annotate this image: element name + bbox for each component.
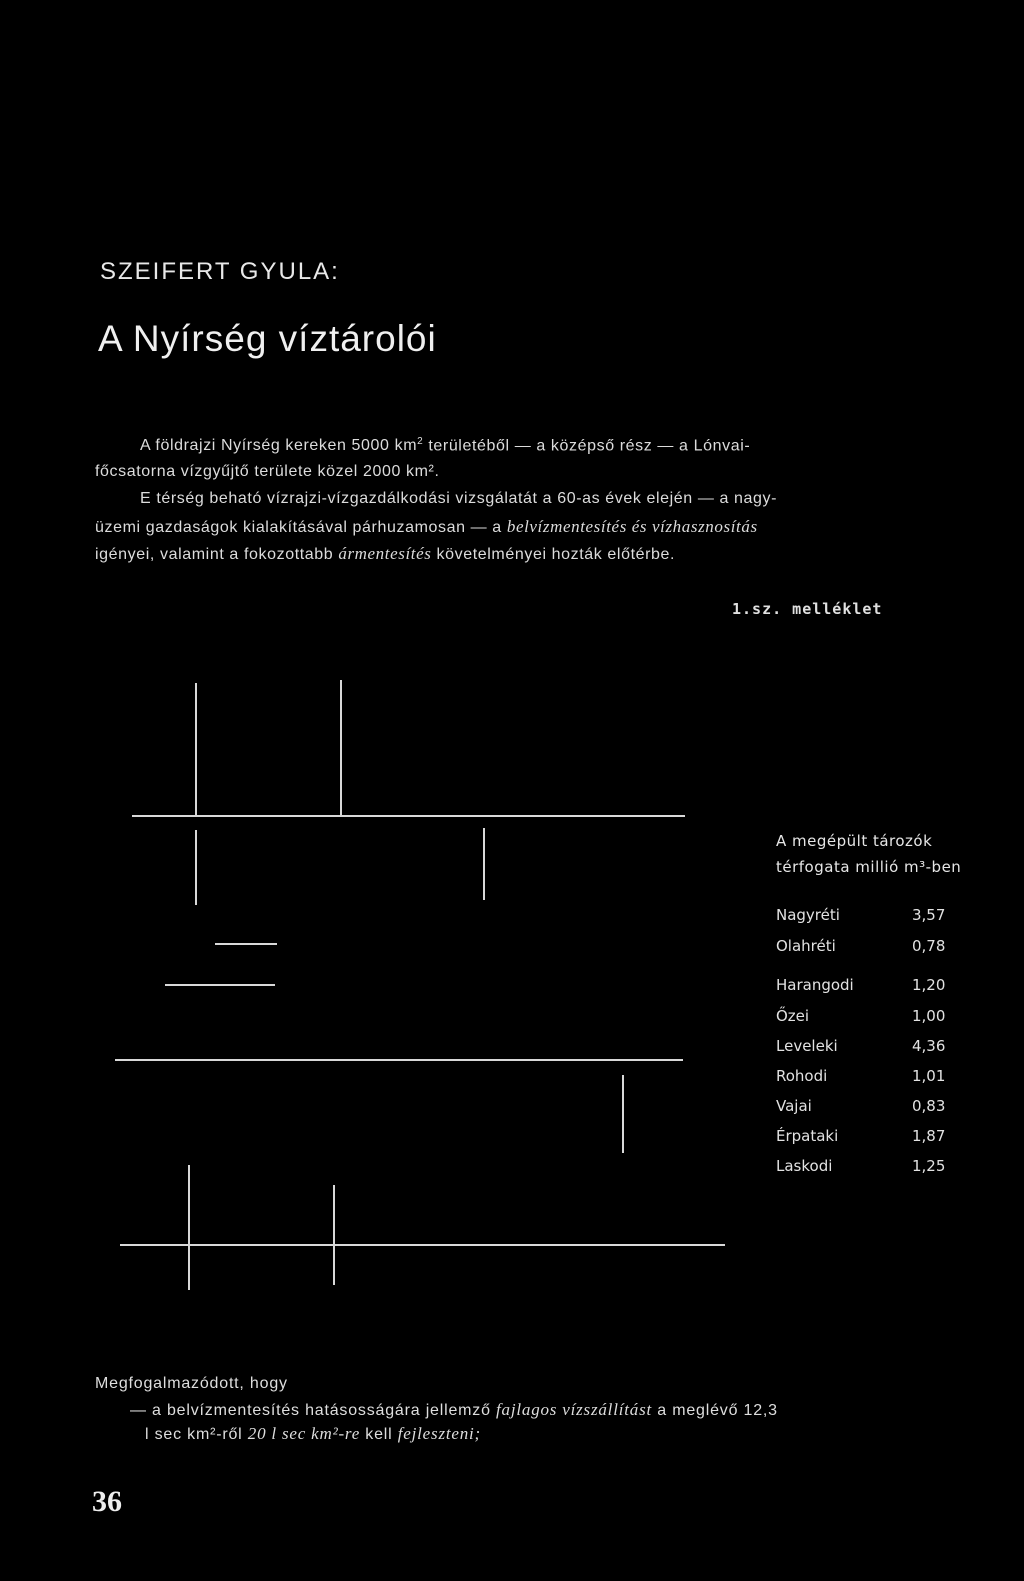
intro-line-2: főcsatorna vízgyűjtő területe közel 2000 km². — [95, 463, 440, 480]
reservoir-name: Harangodi — [776, 976, 854, 994]
reservoir-volume: 3,57 — [912, 906, 946, 924]
diagram-line — [333, 1185, 335, 1285]
closing-line-2-emphasis: fajlagos vízszállítást — [496, 1400, 653, 1419]
intro-line-1a: A földrajzi Nyírség kereken 5000 km — [140, 437, 418, 455]
diagram-line — [622, 1075, 624, 1153]
closing-line-3a: l sec km²-ről — [145, 1426, 248, 1443]
legend-title-line-1: A megépült tározók — [776, 832, 933, 850]
diagram-line — [115, 1059, 683, 1061]
closing-line-3 — [145, 1424, 481, 1444]
intro-line-5a: igényei, valamint a fokozottabb — [95, 546, 339, 563]
intro-line-4-emphasis: belvízmentesítés és vízhasznosítás — [506, 517, 758, 536]
intro-line-1-sup: 2 — [417, 436, 424, 447]
reservoir-volume: 1,25 — [912, 1157, 946, 1175]
intro-line-1 — [95, 436, 995, 455]
diagram-line — [120, 1244, 725, 1246]
page-number: 36 — [92, 1485, 122, 1518]
diagram-line — [340, 680, 342, 815]
closing-line-3b: kell — [360, 1426, 398, 1443]
appendix-label: 1.sz. melléklet — [732, 600, 883, 618]
reservoir-volume: 4,36 — [912, 1037, 946, 1055]
reservoir-name: Vajai — [776, 1097, 812, 1115]
reservoir-volume: 1,00 — [912, 1007, 946, 1025]
closing-line-1: Megfogalmazódott, hogy — [95, 1375, 288, 1392]
intro-line-5-emphasis: ármentesítés — [338, 544, 432, 563]
reservoir-volume: 0,78 — [912, 937, 946, 955]
reservoir-volume: 0,83 — [912, 1097, 946, 1115]
reservoir-name: Őzei — [776, 1007, 810, 1025]
diagram-line — [195, 683, 197, 815]
closing-line-2 — [130, 1400, 778, 1420]
intro-line-5b: követelményei hozták előtérbe. — [431, 546, 676, 563]
reservoir-name: Laskodi — [776, 1157, 833, 1175]
intro-line-4 — [95, 517, 995, 537]
reservoir-volume: 1,01 — [912, 1067, 946, 1085]
closing-line-3-emphasis-2: fejleszteni; — [397, 1424, 482, 1443]
intro-line-4a: üzemi gazdaságok kialakításával párhuzamosan — a — [95, 519, 507, 536]
intro-line-1b: területéből — a középső rész — a Lónvai- — [423, 437, 751, 455]
diagram-line — [132, 815, 685, 817]
reservoir-name: Érpataki — [776, 1127, 839, 1145]
reservoir-volume: 1,87 — [912, 1127, 946, 1145]
reservoir-name: Rohodi — [776, 1067, 828, 1085]
legend-title-line-2: térfogata millió m³-ben — [776, 858, 962, 876]
reservoir-name: Leveleki — [776, 1037, 838, 1055]
intro-line-5 — [95, 544, 995, 564]
diagram-line — [165, 984, 275, 986]
diagram-line — [215, 943, 277, 945]
diagram-line — [195, 830, 197, 905]
closing-line-2a: — a belvízmentesítés hatásosságára jellemző — [130, 1402, 497, 1419]
diagram-line — [483, 828, 485, 900]
author-name: SZEIFERT GYULA: — [100, 258, 340, 285]
intro-line-3: E térség beható vízrajzi-vízgazdálkodási vizsgálatát a 60-as évek elején — a nagy- — [140, 490, 778, 507]
reservoir-name: Nagyréti — [776, 906, 840, 924]
reservoir-volume: 1,20 — [912, 976, 946, 994]
diagram-line — [188, 1165, 190, 1290]
reservoir-name: Olahréti — [776, 937, 836, 955]
article-title: A Nyírség víztárolói — [98, 318, 437, 359]
closing-line-3-emphasis: 20 l sec km²-re — [247, 1424, 361, 1443]
closing-line-2b: a meglévő 12,3 — [652, 1402, 778, 1419]
